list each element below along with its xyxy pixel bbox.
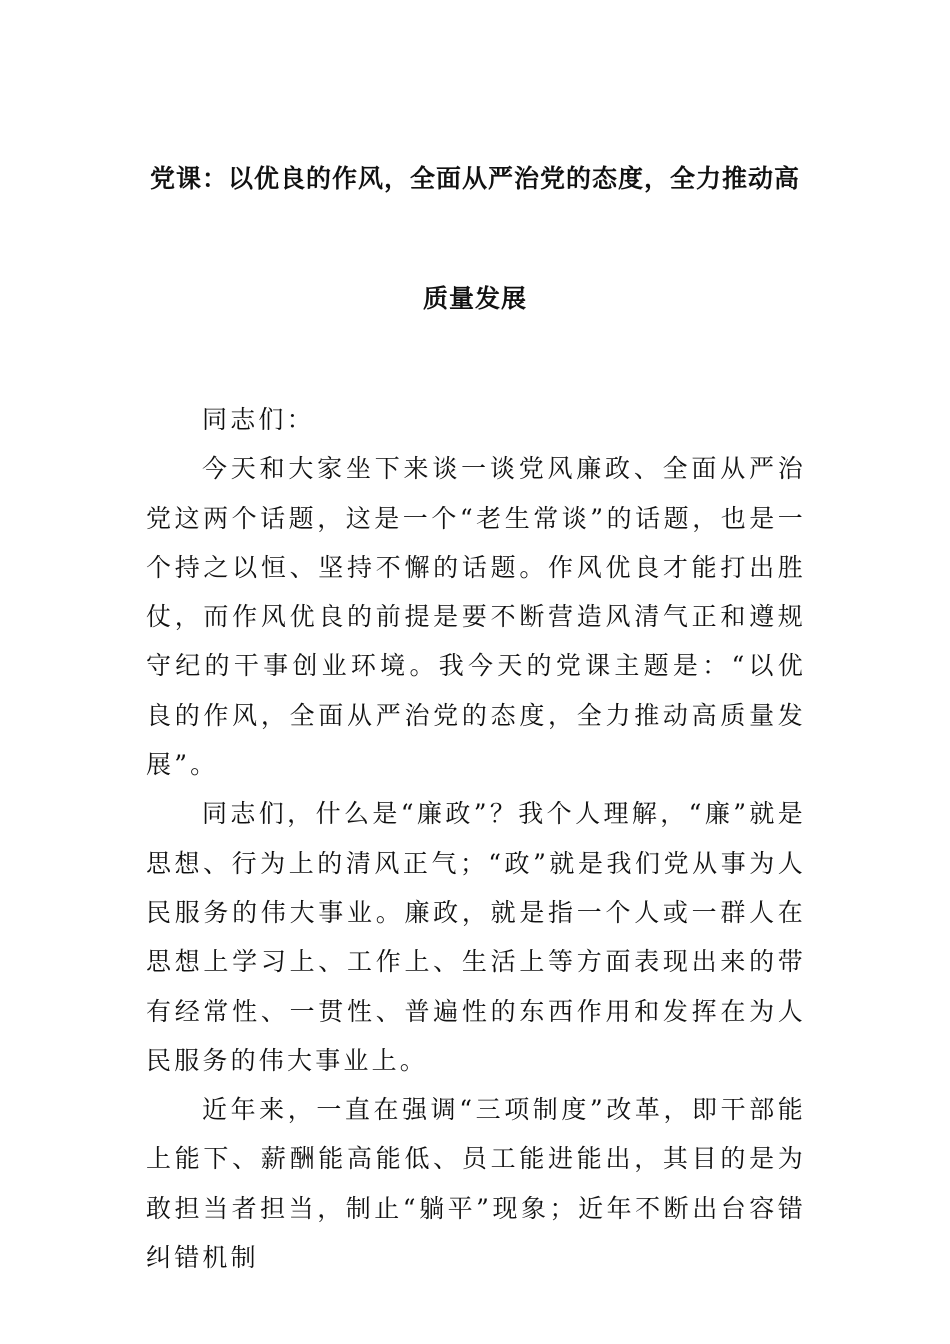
- paragraph-intro: 今天和大家坐下来谈一谈党风廉政、全面从严治党这两个话题，这是一个“老生常谈”的话题，也是一个持之以恒、坚持不懈的话题。作风优良才能打出胜仗，而作风优良的前提是要不断营造风清气正和遵规守纪的干事创业环境。我今天的党课主题是：“以优良的作风，全面从严治党的态度，全力推动高质量发展”。: [146, 454, 806, 780]
- document-title-line-1: 党课：以优良的作风，全面从严治党的态度，全力推动高: [149, 164, 800, 193]
- document-title-line-2: 质量发展: [422, 284, 527, 313]
- paragraph-salutation: 同志们：: [202, 405, 315, 434]
- paragraph-reform: 近年来，一直在强调“三项制度”改革，即干部能上能下、薪酬能高能低、员工能进能出，其目的是为敢担当者担当，制止“躺平”现象；近年不断出台容错纠错机制: [146, 1095, 806, 1273]
- document-body: [146, 395, 806, 1282]
- paragraph-lianzheng: 同志们，什么是“廉政”？我个人理解，“廉”就是思想、行为上的清风正气；“政”就是我们党从事为人民服务的伟大事业。廉政，就是指一个人或一群人在思想上学习上、工作上、生活上等方面表现出来的带有经常性、一贯性、普遍性的东西作用和发挥在为人民服务的伟大事业上。: [146, 799, 806, 1075]
